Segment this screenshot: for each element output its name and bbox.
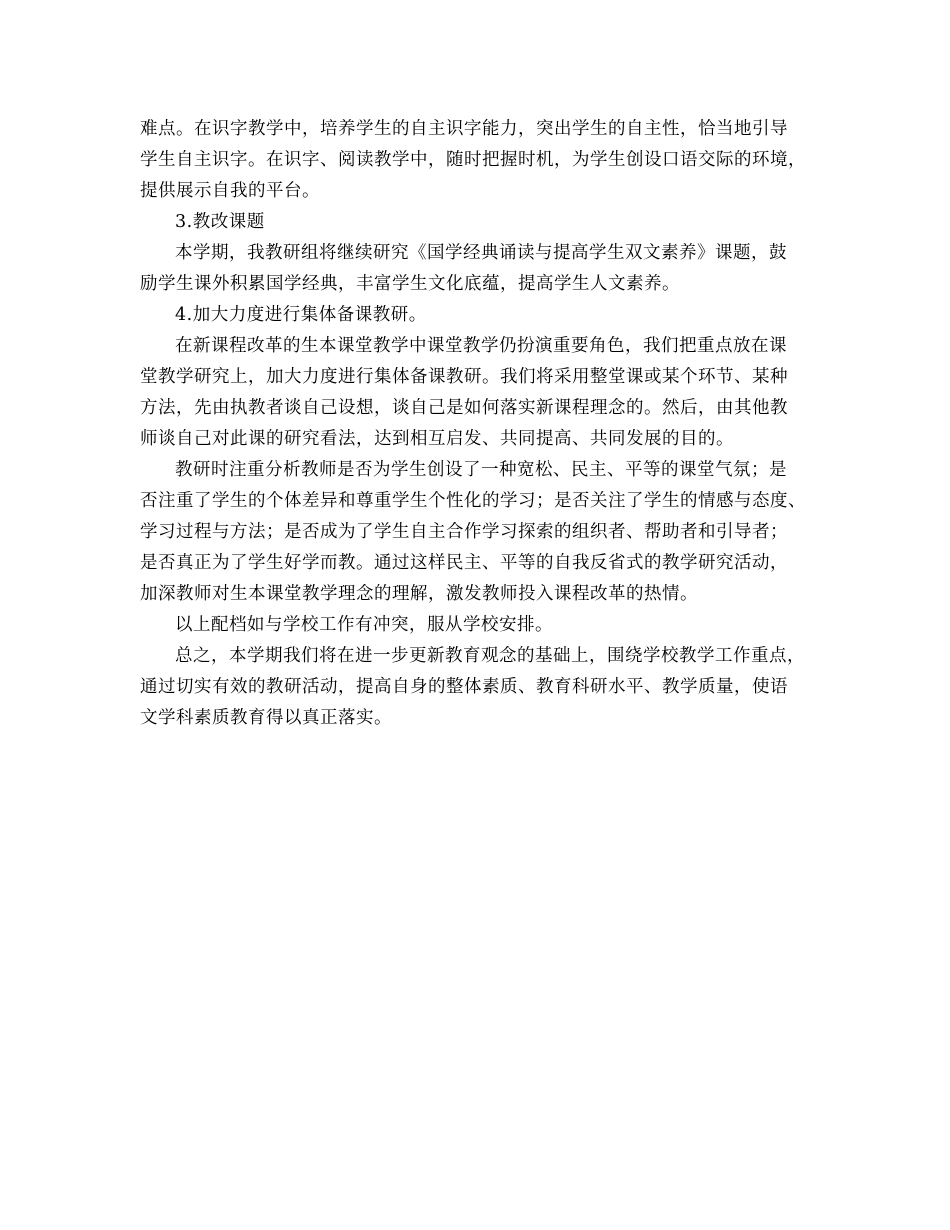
text-line: 堂教学研究上，加大力度进行集体备课教研。我们将采用整堂课或某个环节、某种 (140, 367, 788, 387)
text-line: 难点。在识字教学中，培养学生的自主识字能力，突出学生的自主性，恰当地引导 (140, 119, 788, 139)
text-line: 通过切实有效的教研活动，提高自身的整体素质、教育科研水平、教学质量，使语 (140, 677, 788, 697)
text-line: 学习过程与方法；是否成为了学生自主合作学习探索的组织者、帮助者和引导者； (140, 522, 788, 542)
text-line: 学生自主识字。在识字、阅读教学中，随时把握时机，为学生创设口语交际的环境， (140, 150, 806, 170)
text-line: 在新课程改革的生本课堂教学中课堂教学仍扮演重要角色，我们把重点放在课 (175, 336, 787, 356)
text-line: 加深教师对生本课堂教学理念的理解，激发教师投入课程改革的热情。 (140, 584, 698, 604)
text-line: 师谈自己对此课的研究看法，达到相互启发、共同提高、共同发展的目的。 (140, 429, 734, 449)
text-line: 是否真正为了学生好学而教。通过这样民主、平等的自我反省式的教学研究活动， (140, 553, 788, 573)
text-line: 本学期，我教研组将继续研究《国学经典诵读与提高学生双文素养》课题，鼓 (175, 243, 787, 263)
text-line: 提供展示自我的平台。 (140, 181, 320, 201)
text-line: 教研时注重分析教师是否为学生创设了一种宽松、民主、平等的课堂气氛；是 (175, 460, 787, 480)
section-heading-4: 4.加大力度进行集体备课教研。 (175, 305, 427, 325)
text-line: 方法，先由执教者谈自己设想，谈自己是如何落实新课程理念的。然后，由其他教 (140, 398, 788, 418)
text-line: 总之，本学期我们将在进一步更新教育观念的基础上，围绕学校教学工作重点， (175, 646, 805, 666)
section-heading-3: 3.教改课题 (175, 212, 265, 232)
text-line: 文学科素质教育得以真正落实。 (140, 708, 392, 728)
text-line: 以上配档如与学校工作有冲突，服从学校安排。 (175, 615, 553, 635)
text-line: 励学生课外积累国学经典，丰富学生文化底蕴，提高学生人文素养。 (140, 274, 680, 294)
document-page (140, 114, 808, 734)
text-line: 否注重了学生的个体差异和尊重学生个性化的学习；是否关注了学生的情感与态度、 (140, 491, 806, 511)
